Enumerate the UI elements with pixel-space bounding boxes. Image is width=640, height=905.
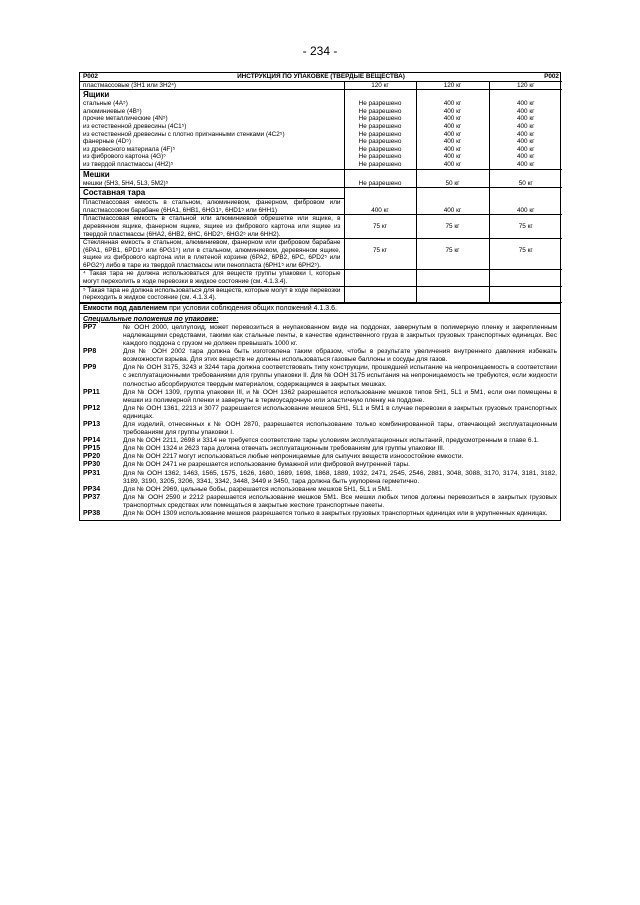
table-row: [80, 199, 562, 215]
provision-code: PP38: [83, 510, 101, 517]
provision-code: PP15: [83, 445, 101, 453]
provision-code: PP7: [83, 323, 97, 331]
row-value: 120 кг: [416, 81, 489, 90]
row-value: 75 кг: [372, 247, 387, 255]
box-value: Не разрешено: [358, 115, 402, 123]
box-value: 400 кг: [443, 138, 462, 146]
box-value: Не разрешено: [358, 100, 402, 108]
provision-text: Для № ООН 2217 могут использоваться любые непроницаемые для сыпучих веществ износостойкие емкости.: [123, 453, 464, 461]
special-provision-item: [83, 470, 557, 486]
row-value: 75 кг: [445, 223, 460, 231]
pressure-bold: Емкости под давлением: [83, 304, 168, 312]
table-row-plastic-jerricans: [80, 81, 562, 90]
box-value: 400 кг: [443, 107, 462, 115]
box-value: Не разрешено: [358, 145, 402, 153]
provision-code: PP11: [83, 388, 100, 396]
box-value: 400 кг: [443, 153, 462, 161]
provision-code: PP31: [83, 469, 101, 477]
section-bags: [80, 169, 562, 188]
box-value: Не разрешено: [358, 122, 402, 130]
row-value: 75 кг: [518, 247, 533, 255]
row-value: 75 кг: [445, 247, 460, 255]
provision-text: Для № ООН 1309 использование мешков разрешается только в закрытых грузовых транспортных единицах или в укрупненных единицах.: [123, 510, 548, 517]
section-boxes: [80, 90, 562, 169]
special-provision-item: [83, 364, 557, 388]
provision-code: PP8: [83, 348, 97, 356]
box-label: из твердой пластмассы (4H2)⁵: [83, 160, 174, 168]
special-provisions: [80, 313, 560, 520]
box-value: 400 кг: [443, 130, 462, 138]
boxes-values-3: [493, 100, 560, 168]
box-label: фанерные (4D⁵): [83, 138, 131, 146]
special-provision-item: [83, 494, 557, 510]
special-provision-item: [83, 405, 557, 421]
box-label: алюминиевые (4B⁵): [83, 107, 142, 115]
instruction-title: ИНСТРУКЦИЯ ПО УПАКОВКЕ (ТВЕРДЫЕ ВЕЩЕСТВА): [237, 73, 405, 80]
boxes-values-1: [348, 100, 413, 168]
box-value: 400 кг: [443, 115, 462, 123]
page-number: - 234 -: [302, 44, 338, 58]
box-value: Не разрешено: [358, 130, 402, 138]
special-provisions-list: [83, 324, 557, 518]
provision-code: PP9: [83, 364, 97, 372]
box-value: Не разрешено: [358, 160, 402, 168]
box-value: 400 кг: [443, 160, 462, 168]
box-value: Не разрешено: [358, 138, 402, 146]
row-label: пластмассовые (3H1 или 3H2⁴): [80, 81, 344, 90]
box-label: из древесного материала (4F)⁵: [83, 145, 176, 153]
box-value: 400 кг: [443, 145, 462, 153]
box-value: 400 кг: [516, 145, 535, 153]
box-value: 400 кг: [516, 160, 535, 168]
provision-code: PP12: [83, 404, 101, 412]
provision-code: PP20: [83, 453, 101, 461]
box-value: 400 кг: [516, 107, 535, 115]
provision-code: PP14: [83, 437, 101, 445]
box-value: 400 кг: [516, 122, 535, 130]
row-value: 75 кг: [518, 223, 533, 231]
packing-instruction-frame: [79, 72, 561, 521]
row-value: 400 кг: [443, 206, 462, 214]
provision-code: PP34: [83, 485, 101, 493]
box-label: из фибрового картона (4G)⁵: [83, 153, 166, 161]
row-value: 120 кг: [344, 81, 416, 90]
box-value: 400 кг: [516, 100, 535, 108]
special-provision-item: [83, 324, 557, 348]
provision-text: Для № ООН 1309, группа упаковки III, и № ООН 1362 разрешается использование мешков типов 5H1, 5L1 и 5M1, если они помещены в мешки из полимерной пленки и завернуты в термоусадочную или эластичную пленку на поддоне.: [123, 388, 557, 404]
box-value: 400 кг: [516, 138, 535, 146]
provision-text: Для № ООН 3175, 3243 и 3244 тара должна соответствовать типу конструкции, прошедшей испытание на непроницаемость в соответствии с эксплуатационными требованиями для группы упаковки II. Для № ООН 3175 испытания на непроницаемость не требуются, если жидкости полностью абсорбируются твердым материалом, содержащимся в закрытых мешках.: [123, 364, 557, 388]
box-value: Не разрешено: [358, 153, 402, 161]
special-provision-item: [83, 389, 557, 405]
row-value: 120 кг: [489, 81, 562, 90]
provision-text: Для № ООН 1324 и 2623 тара должна отвечать эксплуатационным требованиям для группы упаковки III.: [123, 445, 445, 453]
footnote-row-4: [80, 270, 562, 286]
provision-text: Для № ООН 2211, 2698 и 3314 не требуется соответствие тары условиям эксплуатационных испытаний, предусмотренным в главе 6.1.: [123, 437, 539, 445]
instruction-code-right: P002: [544, 73, 559, 80]
special-provisions-title: Специальные положения по упаковке:: [83, 315, 219, 323]
provision-text: Для изделий, отнесенных к № ООН 2870, разрешается использование только комбинированной тары, отвечающей эксплуатационным требованиям для группы упаковки I.: [123, 420, 557, 437]
box-label: из естественной древесины с плотно пригнанными стенками (4C2⁵): [83, 130, 285, 138]
special-provision-item: [83, 348, 557, 364]
provision-code: PP13: [83, 420, 101, 428]
packing-table: [80, 73, 562, 303]
special-provision-item: [83, 510, 557, 518]
provision-text: Для № ООН 1362, 1463, 1565, 1575, 1626, 1680, 1689, 1698, 1868, 1889, 1932, 2471, 2545, 2546, 2881, 3048, 3088, 3170, 3174, 3181, 3182, 3189, 3190, 3205, 3206, 3341, 3342, 3448, 3449 и 3450, тара должна быть укупорена герметично.: [123, 469, 557, 485]
special-provision-item: [83, 461, 557, 469]
row-text: Пластмассовая емкость в стальном, алюминиевом, фанерном, фибровом или пластмассовом барабане (6HA1, 6HB1, 6HG1⁵, 6HD1⁵ или 6HH1): [80, 199, 344, 215]
section-title: Ящики: [83, 90, 110, 100]
provision-code: PP30: [83, 461, 101, 469]
box-value: 400 кг: [516, 130, 535, 138]
section-title: Мешки: [83, 169, 110, 179]
provision-code: PP37: [83, 493, 101, 501]
box-value: Не разрешено: [358, 107, 402, 115]
row-value: 400 кг: [516, 206, 535, 214]
box-value: 400 кг: [516, 115, 535, 123]
row-text: Стеклянная емкость в стальном, алюминиевом, фанерном или фибровом барабане (6PA1, 6PB1, 6PD1⁵ или 6PG1⁵) или в стальном, алюминиевом, деревянном ящике, ящике из фибрового картона или в плетеной корзине (6PA2, 6PB2, 6PC, 6PD2⁵ или 6PG2⁵) либо в таре из твердой пластмассы или пенопласта (6PH1⁵ или 6PH2⁵).: [80, 239, 344, 270]
row-value: 400 кг: [371, 206, 389, 214]
provision-text: Для № ООН 2969, цельные бобы, разрешается использование мешков 5H1, 5L1 и 5M1.: [123, 485, 393, 493]
boxes-values-2: [420, 100, 486, 168]
row-value: 50 кг: [445, 179, 460, 187]
box-value: 400 кг: [516, 153, 535, 161]
table-row: [80, 215, 562, 239]
special-provision-item: [83, 486, 557, 494]
provision-text: Для № ООН 2471 не разрешается использование бумажной или фибровой внутренней тары.: [123, 461, 410, 469]
pressure-receptacles-note: [80, 303, 560, 313]
box-label: из естественной древесины (4C1⁵): [83, 122, 187, 130]
footnote-5: ⁵ Такая тара не должна использоваться для веществ, которые могут в ходе перевозки переходить в жидкое состояние (см. 4.1.3.4).: [80, 286, 344, 302]
row-text: Пластмассовая емкость в стальной или алюминиевой обрешетке или ящике, в деревянном ящике, фанерном ящике, ящике из фибрового картона или ящике из твердой пластмассы (6HA2, 6HB2, 6HC, 6HD2⁵, 6HG2⁵ или 6HH2).: [80, 215, 344, 239]
footnote-row-5: [80, 286, 562, 302]
row-label: мешки (5H3, 5H4, 5L3, 5M2)⁵: [83, 179, 169, 187]
instruction-code-left: P002: [83, 73, 98, 80]
box-label: прочие металлические (4N⁵): [83, 115, 168, 123]
box-label: стальные (4A⁵): [83, 100, 128, 108]
special-provision-item: [83, 421, 557, 437]
table-row: [80, 239, 562, 270]
provision-text: Для № ООН 1361, 2213 и 3077 разрешается использование мешков 5H1, 5L1 и 5M1 в случае перевозки в закрытых грузовых транспортных единицах.: [123, 404, 557, 420]
pressure-rest: при условии соблюдения общих положений 4.1.3.6.: [167, 304, 337, 312]
provision-text: Для № ООН 2590 и 2212 разрешается использование мешков 5M1. Все мешки любых типов должны перевозиться в закрытых грузовых транспортных средствах или помещаться в закрытые жесткие транспортные пакеты.: [123, 493, 557, 509]
box-value: 400 кг: [443, 122, 462, 130]
box-value: 400 кг: [443, 100, 462, 108]
section-composite: [80, 188, 562, 199]
section-title: Составная тара: [83, 188, 146, 198]
row-value: 50 кг: [518, 179, 533, 187]
provision-text: № ООН 2000, целлулоид, может перевозиться в неупакованном виде на поддонах, завернутым в полимерную пленку и закрепленным надлежащими средствами, такими как стальные ленты, в качестве единственного груза в закрытых грузовых транспортных единицах. Вес каждого поддона с грузом не должен превышать 1000 кг.: [123, 323, 557, 348]
footnote-4: ⁴ Такая тара не должна использоваться для веществ группы упаковки I, которые могут перехолить в ходе перевозки в жидкое состояние (см. 4.1.3.4).: [80, 270, 344, 286]
provision-text: Для № ООН 2002 тара должна быть изготовлена таким образом, чтобы в результате увеличения внутреннего давления избежать возможности взрыва. Для этих веществ не должны использоваться газовые баллоны и сосуды для газов.: [123, 348, 557, 364]
row-value: 75 кг: [372, 223, 387, 231]
row-value: Не разрешено: [358, 179, 402, 187]
instruction-header: [80, 73, 562, 81]
boxes-labels: [83, 100, 341, 168]
